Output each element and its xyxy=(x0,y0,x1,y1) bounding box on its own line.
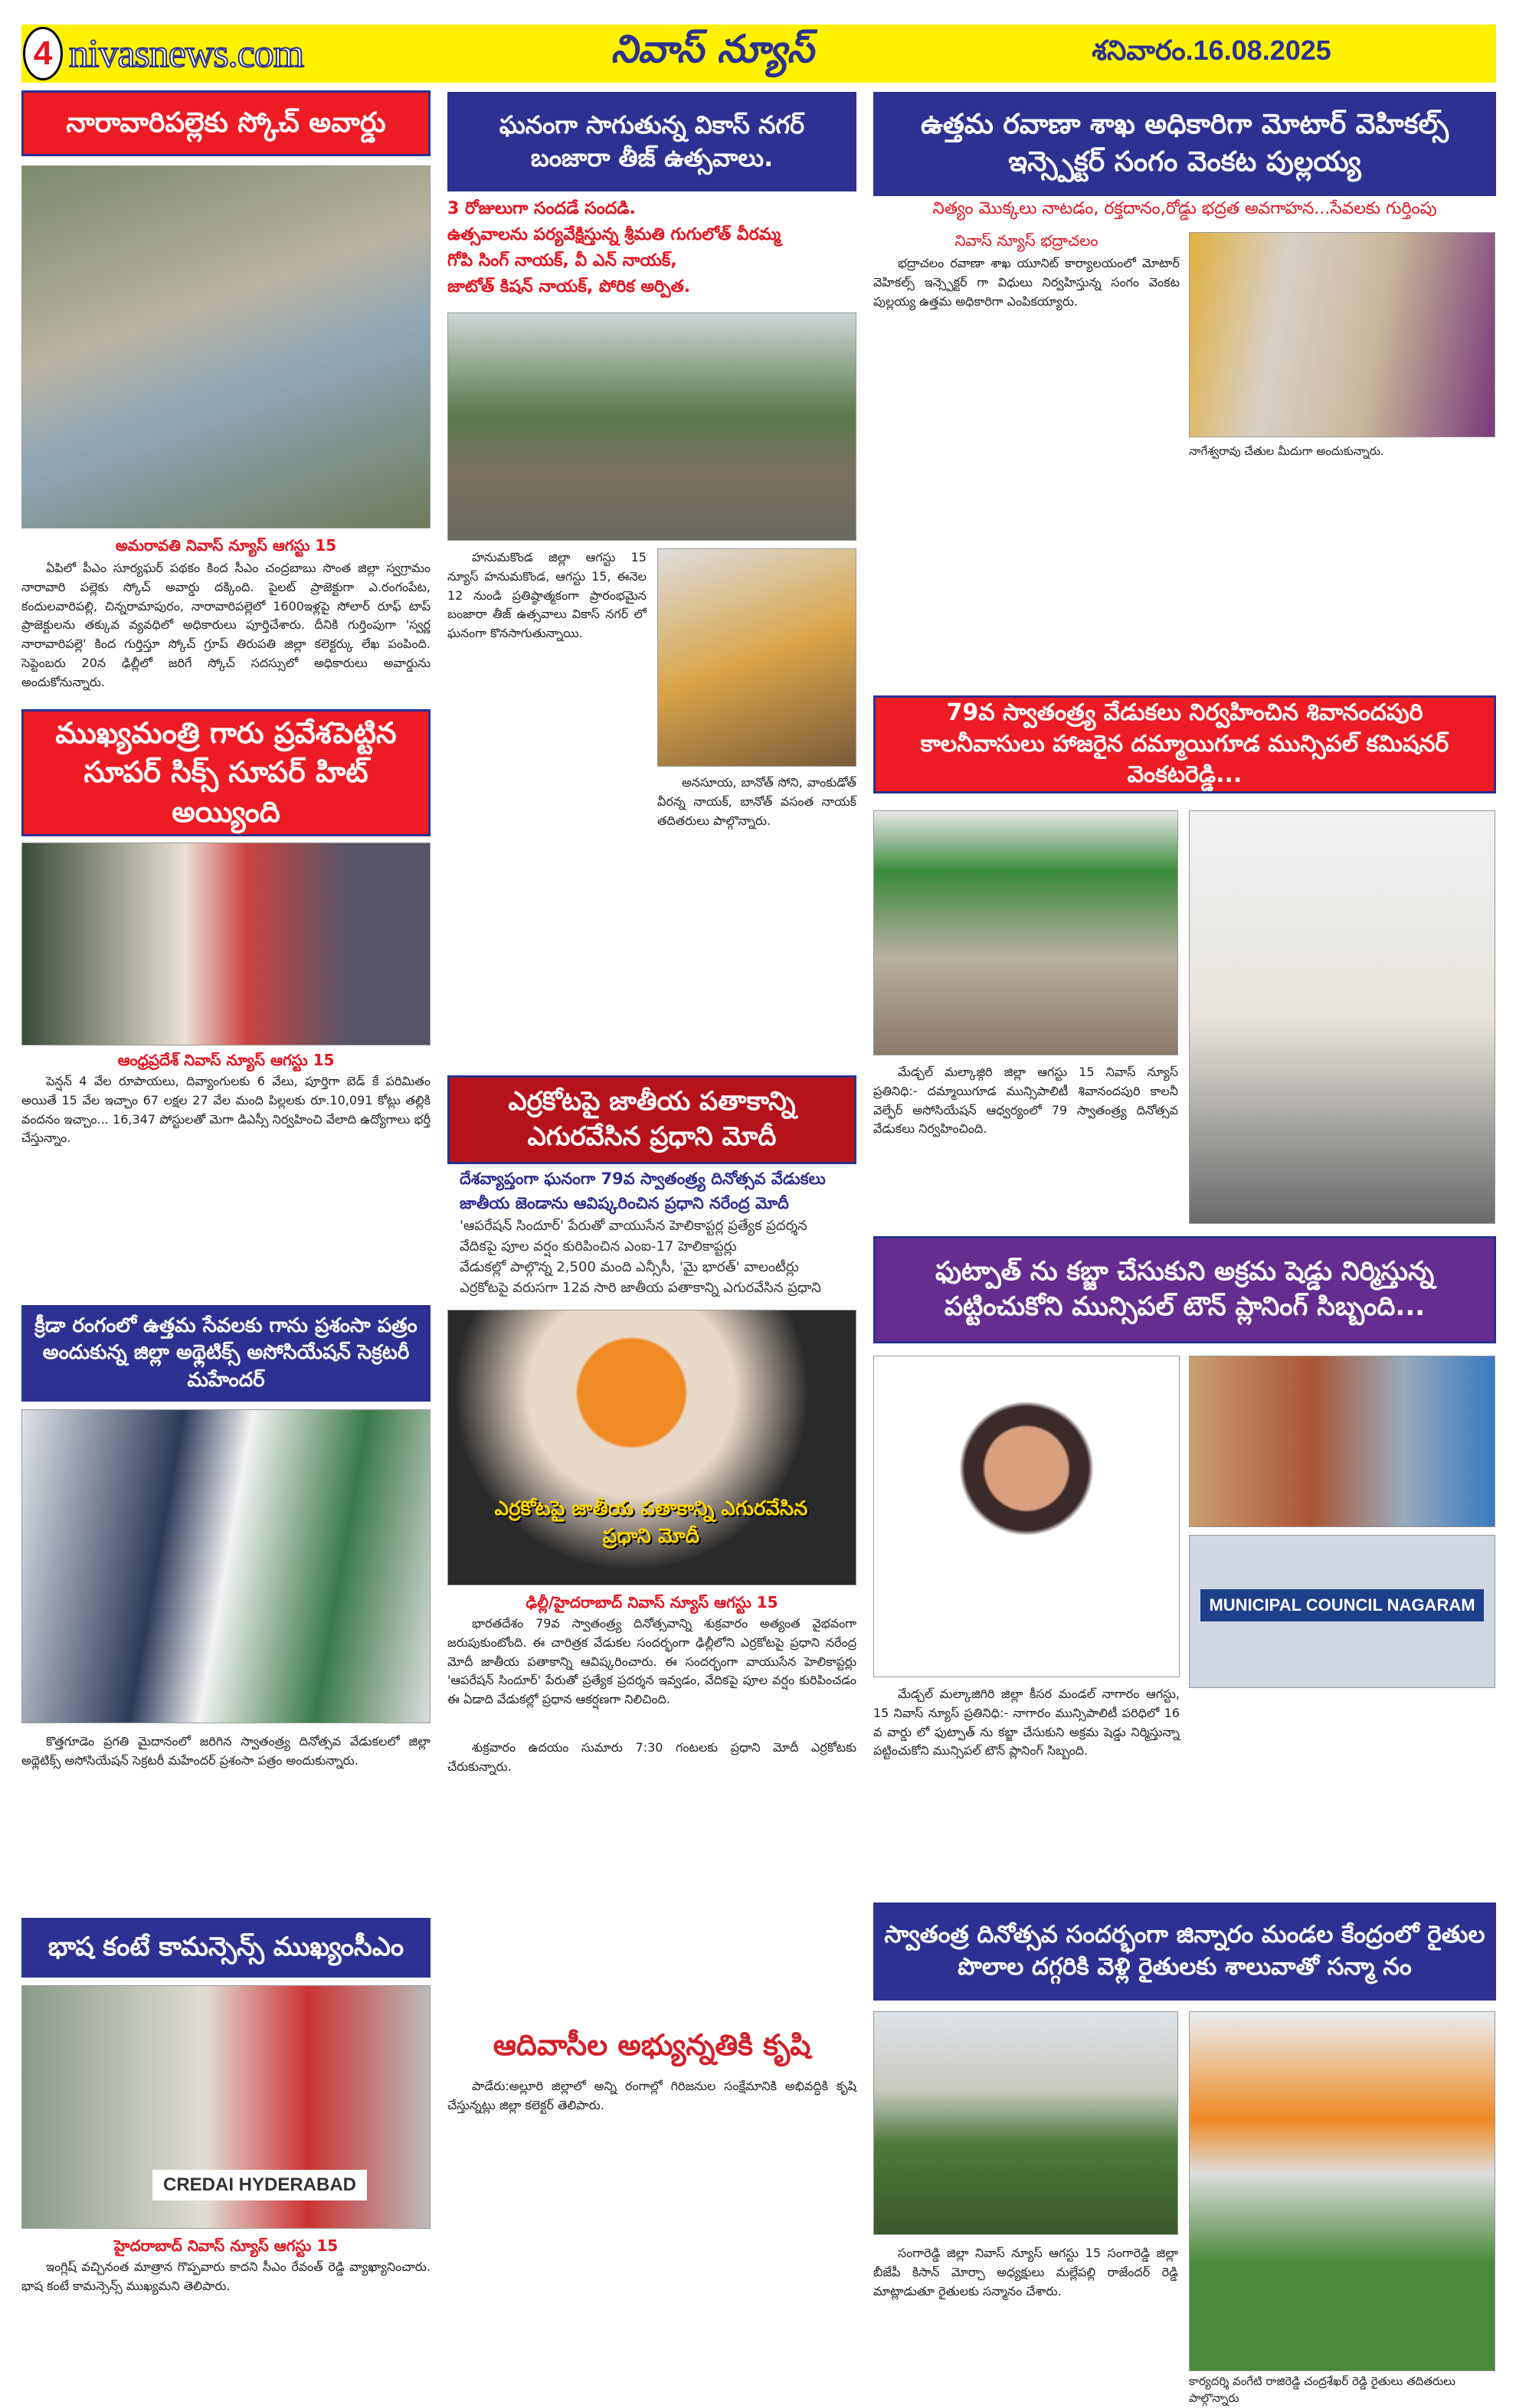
article-body-continued: శుక్రవారం ఉదయం సుమారు 7:30 గంటలకు ప్రధాని మోదీ ఎర్రకోటకు చేరుకున్నారు. xyxy=(447,1740,856,1774)
headline: ఉత్తమ రవాణా శాఖ అధికారిగా మోటార్ వెహికల్స్ ఇన్స్పెక్టర్ సంగం వెంకట పుల్లయ్య xyxy=(873,92,1496,196)
article-body: భారతదేశం 79వ స్వాతంత్ర్య దినోత్సవాన్ని శుక్రవారం అత్యంత వైభవంగా జరుపుకుంటోంది. ఈ చారిత్రక వేడుకల సందర్భంగా ఢిల్లీలోని ఎర్రకోటపై ప్రధాని నరేంద్ర మోదీ జాతీయ పతాకాన్ని ఆవిష్కరించారు. ఈ సందర్భంగా వాయుసేన హెలికాప్టర్లు 'ఆపరేషన్ సిందూర్' పేరుతో ప్రత్యేక ప్రదర్శన ఇవ్వడం, వేదికపై పూల వర్షం కురిపించడం ఈ ఏడాది వేడుకల్లో ప్రధాన ఆకర్షణగా నిలిచింది. xyxy=(447,1616,856,1707)
article-body: ఏపిలో పీఎం సూర్యఘర్ పథకం కింద సీఎం చంద్రబాబు సొంత జిల్లా స్వగ్రామం నారావారి పల్లెకు స్కోచ్ అవార్డు దక్కింది. పైలట్ ప్రాజెక్టుగా ఎ.రంగంపేట, కందులవారిపల్లి, చిన్నరామాపురం, నారావారిపల్లెలో 1600ఇళ్లపై సోలార్ రూఫ్ టాప్ ప్రాజెక్టులను తక్కువ వ్యవధిలో అధికారులు పూర్తిచేశారు. దీనికి గుర్తింపుగా 'స్వర్ణ నారావారిపల్లె' కింద గుర్తిస్తూ స్కోచ్ గ్రూప్ తిరుపతి జిల్లా కలెక్టర్కు లేఖ పంపింది. సెప్టెంబరు 20న ఢిల్లీలో జరిగే స్కోచ్ సదస్సులో అధికారులు అవార్డును అందుకోనున్నారు. xyxy=(21,561,431,689)
page-number: 4 xyxy=(23,27,63,80)
article-body: హనుమకొండ జిల్లా ఆగస్టు 15 న్యూస్ హనుమకొండ, ఆగస్టు 15, ఈనెల 12 నుండి ప్రతిష్ఠాత్మకంగా ప్రారంభమైన బంజారా తీజ్ ఉత్సవాలు వికాస్ నగర్ లో ఘనంగా కొనసాగుతున్నాయి. xyxy=(447,550,647,641)
photo-caption: కార్యదర్శి వంగేటి రాజిరెడ్డి చంద్రశేఖర్ రెడ్డి రైతులు తదితరులు పాల్గొన్నారు xyxy=(1189,2374,1455,2405)
subheadline: ఉత్సవాలను పర్యవేక్షిస్తున్న శ్రీమతి గుగులోత్ వీరమ్మ xyxy=(447,225,781,245)
dateline: ఢిల్లీ/హైదరాబాద్ నివాస్ న్యూస్ ఆగస్టు 15 xyxy=(526,1593,778,1611)
headline: స్వాతంత్ర దినోత్సవ సందర్భంగా జిన్నారం మండల కేంద్రంలో రైతుల పొలాల దగ్గరికి వెళ్లి రైతులకు శాలువాతో సన్మా నం xyxy=(873,1903,1496,2001)
article-body: మేడ్చల్ మల్కాజిగిరి జిల్లా కీసర మండల్ నాగారం ఆగస్టు, 15 నివాస్ న్యూస్ ప్రతినిధి:- నాగారం మున్సిపాలిటీ పరిధిలో 16 వ వార్డు లో ఫుట్పాత్ ను కబ్జా చేసుకుని అక్రమ షెడ్డు నిర్మిస్తున్నా పట్టించుకోని మున్సిపల్ టౌన్ ప్లానింగ్ సిబ్బంది. xyxy=(873,1687,1180,1759)
credai-sign: CREDAI HYDERABAD xyxy=(152,2170,367,2200)
subheadline: జాతీయ జెండాను ఆవిష్కరించిన ప్రధాని నరేంద్ర మోదీ xyxy=(460,1193,789,1212)
subheadlines xyxy=(447,196,856,300)
headline: భాష కంటే కామన్సెన్స్ ముఖ్యంసీఎం xyxy=(21,1918,431,1978)
photo-caption: ఎర్రకోటపై జాతీయ పతాకాన్ని ఎగురవేసిన ప్రధాని మోదీ xyxy=(494,1497,808,1548)
teej-ritual-photo xyxy=(657,548,856,767)
article-body: పెన్షన్ 4 వేల రూపాయలు, దివ్యాంగులకు 6 వేలు, పూర్తిగా బెడ్ కే పరిమితం అయితే 15 వేల ఇచ్చాం 67 లక్షల 27 వేల మంది పిల్లలకు రూ.10,091 కోట్లు తల్లికి వందనం ఇచ్చాం... 16,347 పోస్టులతో మెగా డిఎస్సీ నిర్వహించి వేలాది ఉద్యోగాలు భర్తీ చేస్తున్నాం. xyxy=(21,1074,431,1146)
headline: ఎర్రకోటపై జాతీయ పతాకాన్ని ఎగురవేసిన ప్రధాని మోదీ xyxy=(447,1075,856,1164)
farmers-felicitation-photo xyxy=(1189,2011,1495,2371)
colony-flag-hoisting-photo xyxy=(873,810,1178,1055)
subheadline: నిత్యం మొక్కలు నాటడం, రక్తదానం,రోడ్డు భద్రత అవగాహన...సేవలకు గుర్తింపు xyxy=(932,199,1437,218)
cm-credai-photo xyxy=(21,1985,431,2229)
subheadline: దేశవ్యాప్తంగా ఘనంగా 79వ స్వాతంత్ర్య దినోత్సవ వేడుకలు xyxy=(460,1170,826,1188)
subheadline: 3 రోజులుగా సందడే సందడి. xyxy=(447,199,636,218)
modi-salute-photo xyxy=(447,1310,856,1585)
subheadline: జాటోత్ కిషన్ నాయక్, పోరిక అర్పిత. xyxy=(447,277,691,297)
award-ceremony-photo xyxy=(21,1409,431,1723)
brand-logo: నివాస్ న్యూస్ xyxy=(611,26,814,71)
dateline: నివాస్ న్యూస్ భద్రాచలం xyxy=(954,231,1099,250)
headline: ఘనంగా సాగుతున్న వికాస్ నగర్ బంజారా తీజ్ ఉత్సవాలు. xyxy=(447,92,856,191)
article-body: కొత్తగూడెం ప్రగతి మైదానంలో జరిగిన స్వాతంత్ర్య దినోత్సవ వేడుకలలో జిల్లా అథ్లెటిక్స్ అసోసియేషన్ సెక్రటరీ మహేందర్ ప్రశంసా పత్రం అందుకున్నారు. xyxy=(21,1734,431,1768)
illegal-shed-photo xyxy=(1189,1356,1495,1527)
highlight-line: వేదికపై పూల వర్షం కురిపించిన ఎంఐ-17 హెలికాప్టర్లు xyxy=(460,1238,737,1255)
complainant-portrait xyxy=(873,1356,1180,1677)
highlight-line: 'ఆపరేషన్ సిందూర్' పేరుతో వాయుసేన హెలికాప్టర్ల ప్రత్యేక ప్రదర్శన xyxy=(460,1218,807,1234)
dateline: హైదరాబాద్ నివాస్ న్యూస్ ఆగస్టు 15 xyxy=(113,2236,339,2255)
municipal-office-photo xyxy=(1189,1535,1495,1688)
headline: ఫుట్పాత్ ను కబ్జా చేసుకుని అక్రమ షెడ్డు నిర్మిస్తున్న పట్టించుకోని మున్సిపల్ టౌన్ ప్లానింగ్ సిబ్బంది... xyxy=(873,1236,1496,1343)
dateline: ఆంధ్రప్రదేశ్ నివాస్ న్యూస్ ఆగస్టు 15 xyxy=(117,1051,335,1069)
article-body: పాడేరు:అల్లూరి జిల్లాలో అన్ని రంగాల్లో గిరిజనుల సంక్షేమానికి అభివద్ధికి కృషి చేస్తున్నట్లు జిల్లా కలెక్టర్ తెలిపారు. xyxy=(447,2079,856,2112)
article-body-continued: అనసూయ, బానోత్ సోని, వాంకుడోత్ వీరన్న నాయక్, బానోత్ వసంత నాయక్ తదితరులు పాల్గొన్నారు. xyxy=(657,775,856,828)
farmers-field-photo xyxy=(873,2011,1178,2235)
dateline: అమరావతి నివాస్ న్యూస్ ఆగస్టు 15 xyxy=(115,536,337,555)
photo-caption: నాగేశ్వరావు చేతుల మీదుగా అందుకున్నారు. xyxy=(1189,444,1384,458)
headline: నారావారిపల్లెకు స్కోచ్ అవార్డు xyxy=(21,90,431,156)
headline: ముఖ్యమంత్రి గారు ప్రవేశపెట్టిన సూపర్ సిక్స్ సూపర్ హిట్ అయ్యింది xyxy=(21,709,431,836)
municipal-sign: MUNICIPAL COUNCIL NAGARAM xyxy=(1200,1589,1484,1621)
cm-speech-photo xyxy=(21,842,431,1045)
issue-date: శనివారం.16.08.2025 xyxy=(1092,34,1331,66)
article-body: మేడ్చల్ మల్కాజ్గిరి జిల్లా ఆగస్టు 15 నివాస్ న్యూస్ ప్రతినిధి:- దమ్మాయిగూడ మున్సిపాలిటీ శివానందపురి కాలనీ వెల్ఫేర్ అసోసియేషన్ ఆధ్వర్యంలో 79 స్వాతంత్ర్య దినోత్సవ వేడుకలు నిర్వహించింది. xyxy=(873,1065,1178,1137)
masthead xyxy=(21,25,1496,83)
headline: ఆదివాసీల అభ్యున్నతికి కృషి xyxy=(493,2028,811,2062)
subheadlines xyxy=(460,1167,858,1298)
colony-gathering-photo xyxy=(1189,810,1495,1224)
article-body: భద్రాచలం రవాణా శాఖ యూనిట్ కార్యాలయంలో మోటార్ వెహికల్స్ ఇన్స్పెక్టర్ గా విధులు నిర్వహిస్తున్న సంగం వెంకట పుల్లయ్య ఉత్తమ అధికారిగా ఎంపికయ్యారు. xyxy=(873,256,1180,309)
village-aerial-photo xyxy=(21,165,431,528)
highlight-line: వేడుకల్లో పాల్గొన్న 2,500 మంది ఎన్సీసీ, 'మై భారత్' వాలంటీర్లు xyxy=(460,1259,799,1275)
headline: క్రీడా రంగంలో ఉత్తమ సేవలకు గాను ప్రశంసా పత్రం అందుకున్న జిల్లా అథ్లెటిక్స్ అసోసియేషన్ సెక్రటరీ మహేందర్ xyxy=(21,1305,431,1402)
highlight-line: ఎర్రకోటపై వరుసగా 12వ సారి జాతీయ పతాకాన్ని ఎగురవేసిన ప్రధాని xyxy=(460,1280,821,1296)
site-url[interactable]: nivasnews.com xyxy=(69,31,304,76)
article-body: సంగారెడ్డి జిల్లా నివాస్ న్యూస్ ఆగస్టు 15 సంగారెడ్డి జిల్లా బీజేపీ కిసాన్ మోర్చా అధ్యక్షులు మల్లేపల్లి రాజేందర్ రెడ్డి మాట్లాడుతూ రైతులకు సన్మానం చేశారు. xyxy=(873,2246,1178,2298)
teej-festival-photo xyxy=(447,312,856,541)
article-body: ఇంగ్లిష్ వచ్చినంత మాత్రాన గొప్పవారు కాదని సీఎం రేవంత్ రెడ్డి వ్యాఖ్యానించారు. భాష కంటే కామన్సెన్స్ ముఖ్యమని తెలిపారు. xyxy=(21,2259,431,2293)
award-presentation-photo xyxy=(1189,232,1495,437)
subheadline: గోపి సింగ్ నాయక్, వీ ఎన్ నాయక్, xyxy=(447,251,677,271)
headline: 79వ స్వాతంత్ర్య వేడుకలు నిర్వహించిన శివానందపురి కాలనీవాసులు హాజరైన దమ్మాయిగూడ మున్సిపల్ కమిషనర్ వెంకటరెడ్డి... xyxy=(873,695,1496,793)
